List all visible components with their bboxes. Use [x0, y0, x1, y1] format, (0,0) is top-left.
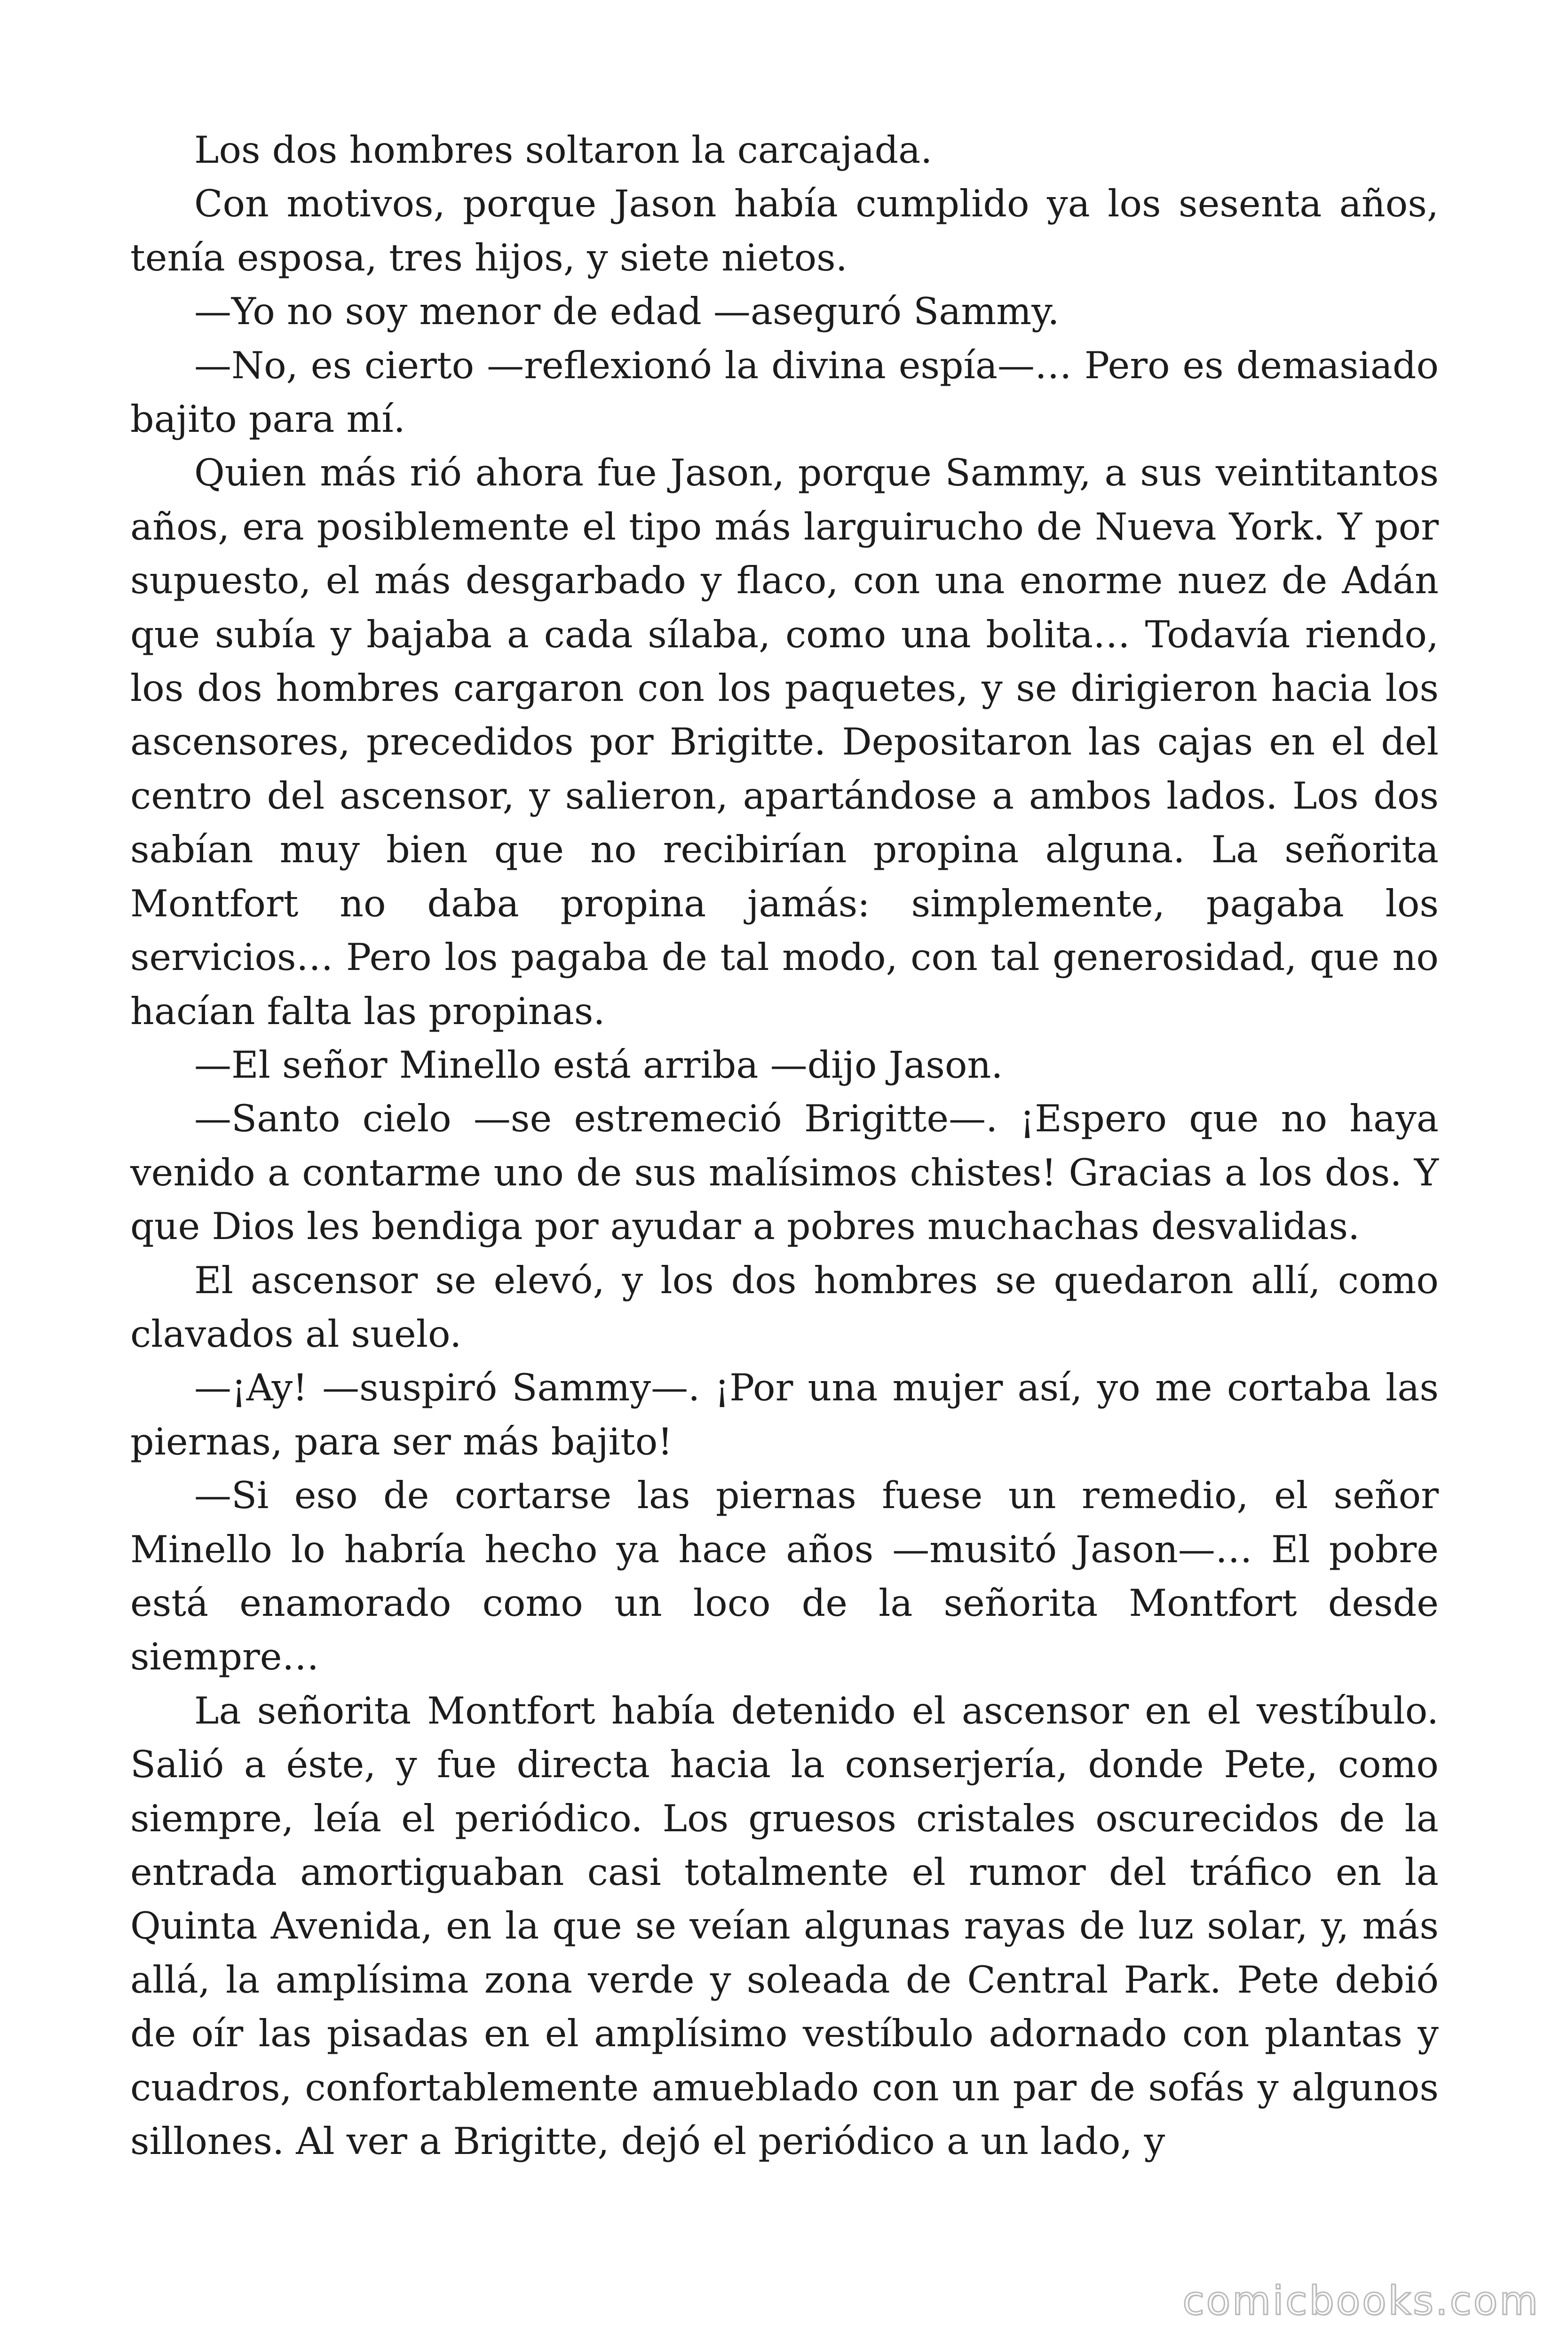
watermark: comicbooks.com [1182, 2278, 1540, 2324]
paragraph: —¡Ay! —suspiró Sammy—. ¡Por una mujer así, yo me cortaba las piernas, para ser más bajito! [130, 1366, 1439, 1463]
paragraph: La señorita Montfort había detenido el ascensor en el vestíbulo. Salió a éste, y fue directa hacia la conserjería, donde Pete, como siempre, leía el periódico. Los gruesos cristales oscurecidos de la entrada amortiguaban casi totalmente el rumor del tráfico en la Quinta Avenida, en la que se veían algunas rayas de luz solar, y, más allá, la amplísima zona verde y soleada de Central Park. Pete debió de oír las pisadas en el amplísimo vestíbulo adornado con plantas y cuadros, confortablemente amueblado con un par de sofás y algunos sillones. Al ver a Brigitte, dejó el periódico a un lado, y [130, 1689, 1439, 2163]
paragraph: Con motivos, porque Jason había cumplido ya los sesenta años, tenía esposa, tres hijos, y siete nietos. [130, 182, 1439, 279]
paragraph: —Si eso de cortarse las piernas fuese un remedio, el señor Minello lo habría hecho ya hace años —musitó Jason—… El pobre está enamorado como un loco de la señorita Montfort desde siempre… [130, 1474, 1439, 1679]
paragraph: El ascensor se elevó, y los dos hombres se quedaron allí, como clavados al suelo. [130, 1258, 1439, 1356]
paragraph: —El señor Minello está arriba —dijo Jason. [194, 1043, 1003, 1087]
paragraph: Los dos hombres soltaron la carcajada. [194, 128, 933, 172]
paragraph: —Yo no soy menor de edad —aseguró Sammy. [194, 290, 1060, 334]
paragraph: —No, es cierto —reflexionó la divina espía—… Pero es demasiado bajito para mí. [130, 343, 1439, 441]
paragraph: Quien más rió ahora fue Jason, porque Sammy, a sus veintitantos años, era posiblemente el tipo más larguirucho de Nueva York. Y por supuesto, el más desgarbado y flaco, con una enorme nuez de Adán que subía y bajaba a cada sílaba, como una bolita… Todavía riendo, los dos hombres cargaron con los paquetes, y se dirigieron hacia los ascensores, precedidos por Brigitte. Depositaron las cajas en el del centro del ascensor, y salieron, apartándose a ambos lados. Los dos sabían muy bien que no recibirían propina alguna. La señorita Montfort no daba propina jamás: simplemente, pagaba los servicios… Pero los pagaba de tal modo, con tal generosidad, que no hacían falta las propinas. [130, 451, 1439, 1033]
body-text [130, 123, 1439, 2168]
paragraph: —Santo cielo —se estremeció Brigitte—. ¡Espero que no haya venido a contarme uno de sus malísimos chistes! Gracias a los dos. Y que Dios les bendiga por ayudar a pobres muchachas desvalidas. [130, 1097, 1439, 1248]
